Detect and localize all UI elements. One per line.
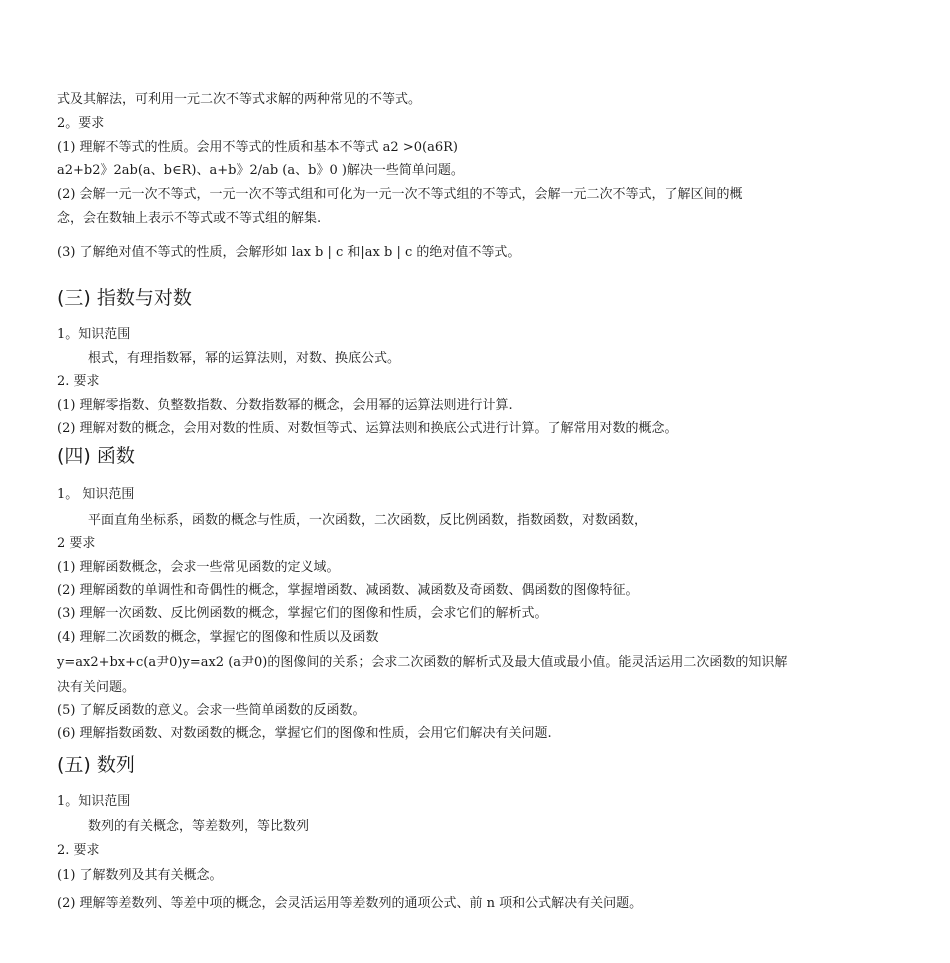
text-line: 念，会在数轴上表示不等式或不等式组的解集.	[57, 211, 322, 226]
text-line: (6) 理解指数函数、对数函数的概念，掌握它们的图像和性质，会用它们解决有关问题.	[57, 726, 552, 741]
text-line: 平面直角坐标系，函数的概念与性质，一次函数，二次函数，反比例函数，指数函数，对数函数，	[88, 513, 648, 528]
text-line: 根式，有理指数幂，幂的运算法则，对数、换底公式。	[88, 351, 401, 366]
text-line: 决有关问题。	[57, 680, 136, 695]
requirements-label: 2 要求	[57, 536, 96, 551]
text-line: (2) 理解函数的单调性和奇偶性的概念，掌握增函数、减函数、减函数及奇函数、偶函数的图像特征。	[57, 583, 639, 598]
text-line: (2) 理解等差数列、等差中项的概念，会灵活运用等差数列的通项公式、前 n 项和公式解决有关问题。	[57, 896, 643, 911]
text-line: (3) 了解绝对值不等式的性质，会解形如 lax b | c 和|ax b | c 的绝对值不等式。	[57, 245, 521, 260]
section-heading-function: (四) 函数	[57, 445, 135, 467]
text-line: (3) 理解一次函数、反比例函数的概念，掌握它们的图像和性质，会求它们的解析式。	[57, 606, 548, 621]
knowledge-scope-label: 1。 知识范围	[57, 487, 135, 502]
text-line: 式及其解法，可利用一元二次不等式求解的两种常见的不等式。	[57, 92, 422, 107]
section-heading-exponent-log: (三) 指数与对数	[57, 287, 192, 309]
text-line: (1) 理解零指数、负整数指数、分数指数幂的概念，会用幂的运算法则进行计算.	[57, 398, 513, 413]
text-line: 数列的有关概念，等差数列，等比数列	[88, 819, 310, 834]
text-line: (1) 理解函数概念，会求一些常见函数的定义域。	[57, 560, 340, 575]
text-line: a2+b2》2ab(a、b∈R)、a+b》2/ab (a、b》0 )解决一些简单问题。	[57, 163, 464, 178]
text-line: (4) 理解二次函数的概念，掌握它的图像和性质以及函数	[57, 630, 379, 645]
text-line: (1) 了解数列及其有关概念。	[57, 868, 223, 883]
text-line: (1) 理解不等式的性质。会用不等式的性质和基本不等式 a2 >0(a6R)	[57, 140, 458, 155]
text-line: y=ax2+bx+c(a尹0)y=ax2 (a尹0)的图像间的关系；会求二次函数的解析式及最大值或最小值。能灵活运用二次函数的知识解	[57, 655, 788, 670]
requirements-label: 2。要求	[57, 116, 105, 131]
knowledge-scope-label: 1。知识范围	[57, 327, 131, 342]
knowledge-scope-label: 1。知识范围	[57, 794, 131, 809]
text-line: (5) 了解反函数的意义。会求一些简单函数的反函数。	[57, 703, 366, 718]
requirements-label: 2. 要求	[57, 374, 100, 389]
section-heading-sequence: (五) 数列	[57, 754, 135, 776]
requirements-label: 2. 要求	[57, 843, 100, 858]
text-line: (2) 理解对数的概念，会用对数的性质、对数恒等式、运算法则和换底公式进行计算。了解常用对数的概念。	[57, 421, 678, 436]
text-line: (2) 会解一元一次不等式，一元一次不等式组和可化为一元一次不等式组的不等式，会解一元二次不等式，了解区间的概	[57, 187, 743, 202]
